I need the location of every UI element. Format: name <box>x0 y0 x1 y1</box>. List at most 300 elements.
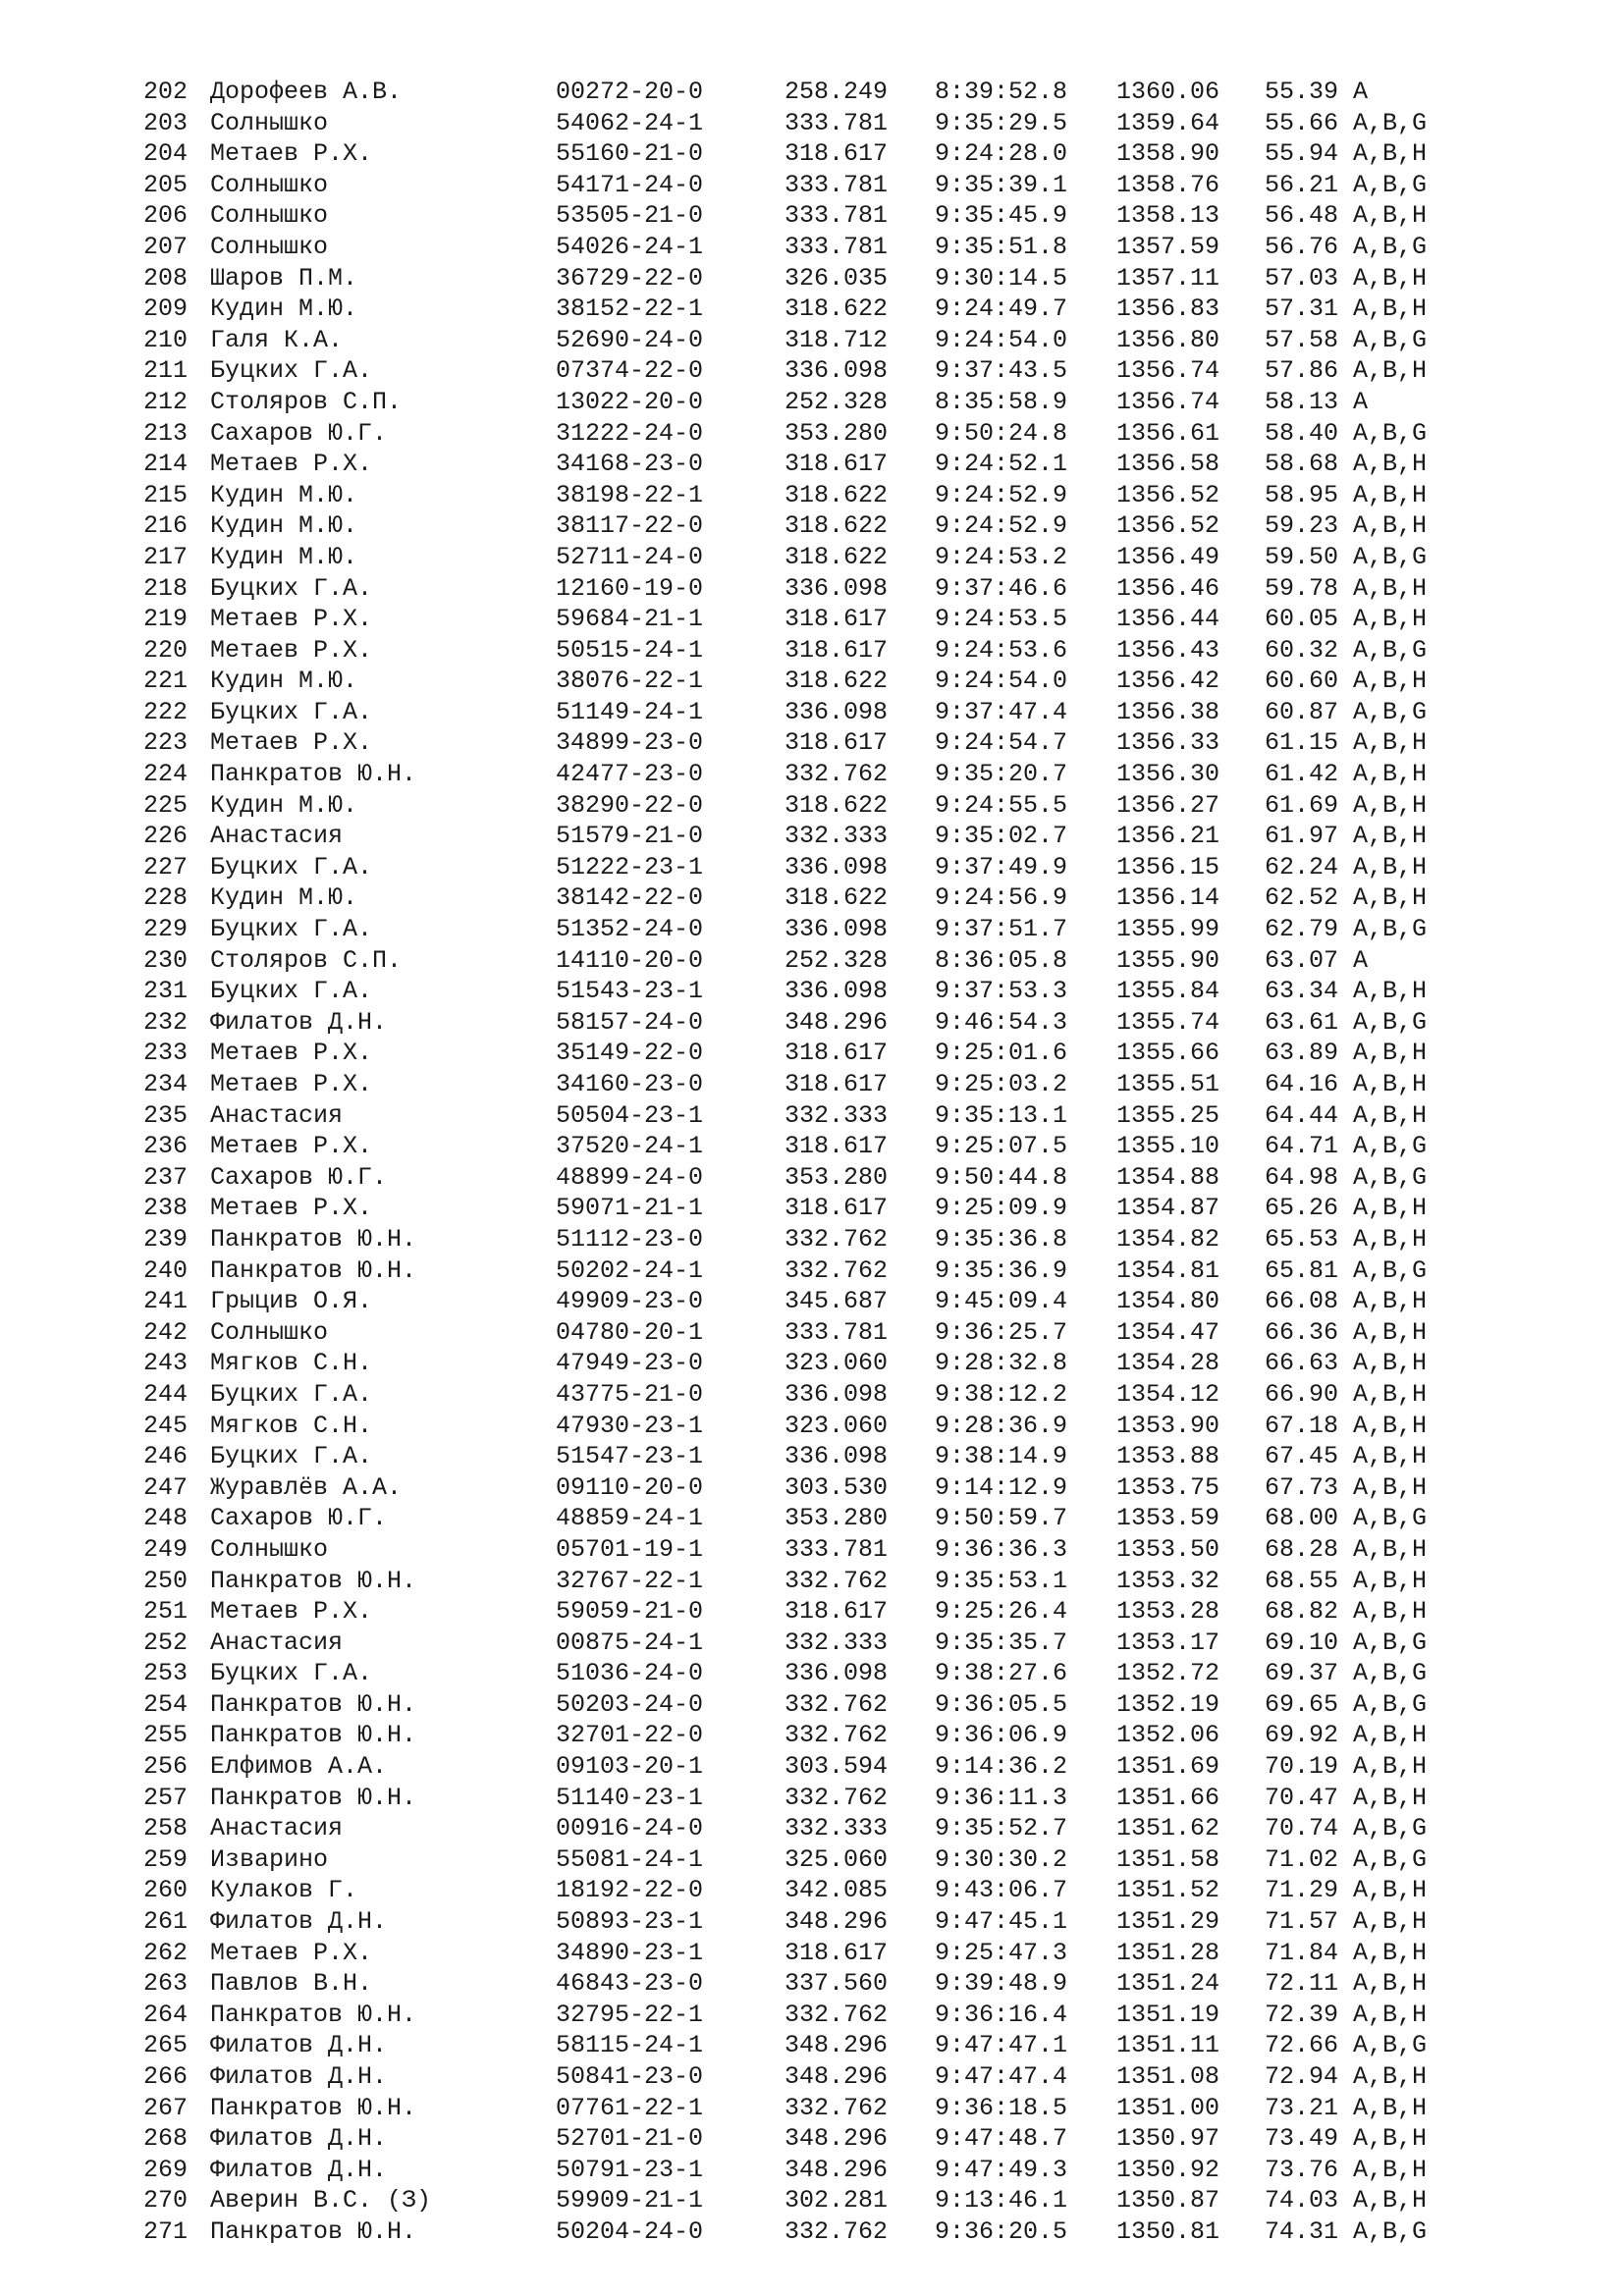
name-cell: Кудин М.Ю. <box>210 883 358 913</box>
time-cell: 9:36:25.7 <box>935 1317 1068 1347</box>
distance-cell: 318.622 <box>785 883 889 913</box>
place-cell: 265 <box>143 2031 189 2060</box>
coefficient-cell: 68.82 <box>1265 1597 1339 1627</box>
categories-cell: A,B,H <box>1353 1472 1428 1502</box>
time-cell: 9:50:44.8 <box>935 1162 1068 1192</box>
name-cell: Анастасия <box>210 1100 344 1130</box>
speed-cell: 1356.33 <box>1116 728 1220 758</box>
place-cell: 258 <box>143 1814 189 1843</box>
place-cell: 252 <box>143 1628 189 1657</box>
distance-cell: 332.762 <box>785 1783 889 1812</box>
time-cell: 9:30:14.5 <box>935 263 1068 293</box>
speed-cell: 1356.74 <box>1116 356 1220 386</box>
ring-number-cell: 50515-24-1 <box>556 635 704 665</box>
speed-cell: 1351.69 <box>1116 1752 1220 1782</box>
time-cell: 9:14:12.9 <box>935 1472 1068 1502</box>
ring-number-cell: 38142-22-0 <box>556 883 704 913</box>
place-cell: 271 <box>143 2216 189 2246</box>
distance-cell: 333.781 <box>785 170 889 199</box>
coefficient-cell: 65.53 <box>1265 1224 1339 1254</box>
categories-cell: A,B,H <box>1353 1349 1428 1378</box>
name-cell: Журавлёв А.А. <box>210 1472 403 1502</box>
place-cell: 257 <box>143 1783 189 1812</box>
speed-cell: 1355.25 <box>1116 1100 1220 1130</box>
speed-cell: 1358.90 <box>1116 139 1220 169</box>
categories-cell: A,B,H <box>1353 1411 1428 1440</box>
place-cell: 219 <box>143 605 189 634</box>
speed-cell: 1353.50 <box>1116 1534 1220 1564</box>
ring-number-cell: 42477-23-0 <box>556 760 704 789</box>
distance-cell: 336.098 <box>785 356 889 386</box>
categories-cell: A,B,G <box>1353 1132 1428 1161</box>
distance-cell: 323.060 <box>785 1411 889 1440</box>
time-cell: 9:35:53.1 <box>935 1566 1068 1595</box>
coefficient-cell: 72.94 <box>1265 2062 1339 2091</box>
coefficient-cell: 70.19 <box>1265 1752 1339 1782</box>
place-cell: 261 <box>143 1907 189 1937</box>
name-cell: Панкратов Ю.Н. <box>210 2216 417 2246</box>
name-cell: Филатов Д.Н. <box>210 2124 388 2154</box>
time-cell: 9:36:11.3 <box>935 1783 1068 1812</box>
categories-cell: A,B,H <box>1353 1100 1428 1130</box>
time-cell: 9:38:12.2 <box>935 1379 1068 1409</box>
place-cell: 237 <box>143 1162 189 1192</box>
distance-cell: 318.617 <box>785 1938 889 1967</box>
place-cell: 221 <box>143 667 189 696</box>
coefficient-cell: 69.10 <box>1265 1628 1339 1657</box>
ring-number-cell: 51579-21-0 <box>556 822 704 851</box>
speed-cell: 1351.11 <box>1116 2031 1220 2060</box>
speed-cell: 1353.17 <box>1116 1628 1220 1657</box>
place-cell: 247 <box>143 1472 189 1502</box>
place-cell: 216 <box>143 511 189 541</box>
speed-cell: 1354.28 <box>1116 1349 1220 1378</box>
coefficient-cell: 67.45 <box>1265 1442 1339 1471</box>
name-cell: Буцких Г.А. <box>210 697 373 726</box>
categories-cell: A,B,G <box>1353 1504 1428 1533</box>
categories-cell: A,B,H <box>1353 1379 1428 1409</box>
distance-cell: 353.280 <box>785 418 889 448</box>
categories-cell: A,B,G <box>1353 232 1428 261</box>
ring-number-cell: 51036-24-0 <box>556 1659 704 1688</box>
distance-cell: 332.762 <box>785 2093 889 2122</box>
speed-cell: 1352.72 <box>1116 1659 1220 1688</box>
distance-cell: 332.762 <box>785 2216 889 2246</box>
distance-cell: 318.617 <box>785 635 889 665</box>
name-cell: Филатов Д.Н. <box>210 2155 388 2184</box>
categories-cell: A,B,H <box>1353 790 1428 820</box>
name-cell: Сахаров Ю.Г. <box>210 1504 388 1533</box>
categories-cell: A,B,H <box>1353 1752 1428 1782</box>
name-cell: Шаров П.М. <box>210 263 358 293</box>
distance-cell: 252.328 <box>785 387 889 416</box>
time-cell: 9:35:35.7 <box>935 1628 1068 1657</box>
categories-cell: A,B,H <box>1353 1938 1428 1967</box>
place-cell: 227 <box>143 852 189 881</box>
place-cell: 230 <box>143 945 189 975</box>
distance-cell: 333.781 <box>785 201 889 231</box>
name-cell: Кудин М.Ю. <box>210 294 358 324</box>
time-cell: 9:35:29.5 <box>935 108 1068 137</box>
categories-cell: A,B,H <box>1353 2062 1428 2091</box>
time-cell: 9:36:06.9 <box>935 1721 1068 1750</box>
place-cell: 222 <box>143 697 189 726</box>
place-cell: 223 <box>143 728 189 758</box>
place-cell: 226 <box>143 822 189 851</box>
name-cell: Панкратов Ю.Н. <box>210 1721 417 1750</box>
time-cell: 9:24:56.9 <box>935 883 1068 913</box>
categories-cell: A,B,G <box>1353 2216 1428 2246</box>
time-cell: 9:25:07.5 <box>935 1132 1068 1161</box>
place-cell: 236 <box>143 1132 189 1161</box>
distance-cell: 318.622 <box>785 480 889 509</box>
name-cell: Солнышко <box>210 1317 329 1347</box>
name-cell: Сахаров Ю.Г. <box>210 418 388 448</box>
name-cell: Изварино <box>210 1844 329 1874</box>
time-cell: 9:37:43.5 <box>935 356 1068 386</box>
speed-cell: 1351.52 <box>1116 1876 1220 1905</box>
place-cell: 241 <box>143 1287 189 1316</box>
ring-number-cell: 35149-22-0 <box>556 1039 704 1068</box>
categories-cell: A,B,G <box>1353 1689 1428 1719</box>
distance-cell: 342.085 <box>785 1876 889 1905</box>
time-cell: 9:35:36.9 <box>935 1255 1068 1285</box>
ring-number-cell: 34168-23-0 <box>556 450 704 479</box>
name-cell: Солнышко <box>210 232 329 261</box>
name-cell: Метаев Р.Х. <box>210 139 373 169</box>
speed-cell: 1358.76 <box>1116 170 1220 199</box>
distance-cell: 318.617 <box>785 1070 889 1098</box>
coefficient-cell: 71.84 <box>1265 1938 1339 1967</box>
speed-cell: 1356.74 <box>1116 387 1220 416</box>
name-cell: Павлов В.Н. <box>210 1969 373 1999</box>
ring-number-cell: 37520-24-1 <box>556 1132 704 1161</box>
categories-cell: A,B,G <box>1353 2031 1428 2060</box>
distance-cell: 318.622 <box>785 294 889 324</box>
ring-number-cell: 05701-19-1 <box>556 1534 704 1564</box>
coefficient-cell: 58.13 <box>1265 387 1339 416</box>
distance-cell: 348.296 <box>785 2062 889 2091</box>
name-cell: Метаев Р.Х. <box>210 635 373 665</box>
time-cell: 9:24:52.9 <box>935 511 1068 541</box>
time-cell: 9:30:30.2 <box>935 1844 1068 1874</box>
place-cell: 224 <box>143 760 189 789</box>
time-cell: 9:24:52.9 <box>935 480 1068 509</box>
speed-cell: 1355.99 <box>1116 915 1220 944</box>
coefficient-cell: 71.29 <box>1265 1876 1339 1905</box>
name-cell: Филатов Д.Н. <box>210 1907 388 1937</box>
categories-cell: A,B,G <box>1353 418 1428 448</box>
name-cell: Метаев Р.Х. <box>210 1194 373 1223</box>
place-cell: 231 <box>143 977 189 1006</box>
distance-cell: 332.762 <box>785 1689 889 1719</box>
coefficient-cell: 61.15 <box>1265 728 1339 758</box>
categories-cell: A,B,H <box>1353 1534 1428 1564</box>
categories-cell: A,B,H <box>1353 2093 1428 2122</box>
place-cell: 270 <box>143 2186 189 2216</box>
speed-cell: 1356.42 <box>1116 667 1220 696</box>
ring-number-cell: 51112-23-0 <box>556 1224 704 1254</box>
speed-cell: 1356.80 <box>1116 325 1220 354</box>
name-cell: Метаев Р.Х. <box>210 1597 373 1627</box>
name-cell: Буцких Г.А. <box>210 356 373 386</box>
coefficient-cell: 73.49 <box>1265 2124 1339 2154</box>
place-cell: 268 <box>143 2124 189 2154</box>
place-cell: 245 <box>143 1411 189 1440</box>
name-cell: Метаев Р.Х. <box>210 1938 373 1967</box>
time-cell: 9:24:28.0 <box>935 139 1068 169</box>
ring-number-cell: 32795-22-1 <box>556 2000 704 2029</box>
place-cell: 267 <box>143 2093 189 2122</box>
name-cell: Метаев Р.Х. <box>210 605 373 634</box>
ring-number-cell: 00916-24-0 <box>556 1814 704 1843</box>
categories-cell: A,B,H <box>1353 977 1428 1006</box>
coefficient-cell: 65.26 <box>1265 1194 1339 1223</box>
speed-cell: 1353.32 <box>1116 1566 1220 1595</box>
coefficient-cell: 60.60 <box>1265 667 1339 696</box>
categories-cell: A,B,H <box>1353 1442 1428 1471</box>
time-cell: 9:35:45.9 <box>935 201 1068 231</box>
categories-cell: A,B,H <box>1353 1224 1428 1254</box>
coefficient-cell: 64.71 <box>1265 1132 1339 1161</box>
ring-number-cell: 58157-24-0 <box>556 1007 704 1037</box>
speed-cell: 1351.62 <box>1116 1814 1220 1843</box>
categories-cell: A,B,H <box>1353 1566 1428 1595</box>
speed-cell: 1350.97 <box>1116 2124 1220 2154</box>
ring-number-cell: 52690-24-0 <box>556 325 704 354</box>
place-cell: 218 <box>143 573 189 603</box>
ring-number-cell: 50504-23-1 <box>556 1100 704 1130</box>
categories-cell: A,B,H <box>1353 480 1428 509</box>
speed-cell: 1353.28 <box>1116 1597 1220 1627</box>
distance-cell: 332.762 <box>785 1721 889 1750</box>
name-cell: Столяров С.П. <box>210 945 403 975</box>
speed-cell: 1356.14 <box>1116 883 1220 913</box>
ring-number-cell: 48859-24-1 <box>556 1504 704 1533</box>
time-cell: 9:36:18.5 <box>935 2093 1068 2122</box>
distance-cell: 318.617 <box>785 728 889 758</box>
speed-cell: 1350.87 <box>1116 2186 1220 2216</box>
coefficient-cell: 60.05 <box>1265 605 1339 634</box>
speed-cell: 1359.64 <box>1116 108 1220 137</box>
name-cell: Метаев Р.Х. <box>210 728 373 758</box>
ring-number-cell: 50204-24-0 <box>556 2216 704 2246</box>
name-cell: Мягков С.Н. <box>210 1411 373 1440</box>
name-cell: Кудин М.Ю. <box>210 667 358 696</box>
coefficient-cell: 68.28 <box>1265 1534 1339 1564</box>
place-cell: 263 <box>143 1969 189 1999</box>
speed-cell: 1356.15 <box>1116 852 1220 881</box>
time-cell: 9:35:52.7 <box>935 1814 1068 1843</box>
name-cell: Солнышко <box>210 1534 329 1564</box>
coefficient-cell: 57.31 <box>1265 294 1339 324</box>
speed-cell: 1351.58 <box>1116 1844 1220 1874</box>
categories-cell: A,B,G <box>1353 1628 1428 1657</box>
name-cell: Кулаков Г. <box>210 1876 358 1905</box>
coefficient-cell: 56.48 <box>1265 201 1339 231</box>
place-cell: 203 <box>143 108 189 137</box>
ring-number-cell: 54062-24-1 <box>556 108 704 137</box>
coefficient-cell: 74.03 <box>1265 2186 1339 2216</box>
categories-cell: A,B,G <box>1353 1844 1428 1874</box>
speed-cell: 1351.29 <box>1116 1907 1220 1937</box>
ring-number-cell: 54171-24-0 <box>556 170 704 199</box>
time-cell: 9:35:36.8 <box>935 1224 1068 1254</box>
speed-cell: 1357.11 <box>1116 263 1220 293</box>
distance-cell: 333.781 <box>785 108 889 137</box>
speed-cell: 1354.81 <box>1116 1255 1220 1285</box>
coefficient-cell: 66.36 <box>1265 1317 1339 1347</box>
time-cell: 9:35:39.1 <box>935 170 1068 199</box>
speed-cell: 1360.06 <box>1116 78 1220 106</box>
ring-number-cell: 07761-22-1 <box>556 2093 704 2122</box>
place-cell: 207 <box>143 232 189 261</box>
categories-cell: A,B,H <box>1353 573 1428 603</box>
distance-cell: 332.333 <box>785 1814 889 1843</box>
place-cell: 264 <box>143 2000 189 2029</box>
ring-number-cell: 32701-22-0 <box>556 1721 704 1750</box>
categories-cell: A,B,H <box>1353 1597 1428 1627</box>
categories-cell: A,B,H <box>1353 1194 1428 1223</box>
speed-cell: 1356.58 <box>1116 450 1220 479</box>
distance-cell: 333.781 <box>785 232 889 261</box>
time-cell: 9:28:32.8 <box>935 1349 1068 1378</box>
ring-number-cell: 13022-20-0 <box>556 387 704 416</box>
name-cell: Буцких Г.А. <box>210 1659 373 1688</box>
coefficient-cell: 70.74 <box>1265 1814 1339 1843</box>
speed-cell: 1353.90 <box>1116 1411 1220 1440</box>
name-cell: Филатов Д.Н. <box>210 1007 388 1037</box>
coefficient-cell: 64.98 <box>1265 1162 1339 1192</box>
distance-cell: 336.098 <box>785 573 889 603</box>
speed-cell: 1351.24 <box>1116 1969 1220 1999</box>
ring-number-cell: 31222-24-0 <box>556 418 704 448</box>
place-cell: 256 <box>143 1752 189 1782</box>
speed-cell: 1356.38 <box>1116 697 1220 726</box>
ring-number-cell: 34899-23-0 <box>556 728 704 758</box>
coefficient-cell: 58.40 <box>1265 418 1339 448</box>
ring-number-cell: 51547-23-1 <box>556 1442 704 1471</box>
time-cell: 9:36:16.4 <box>935 2000 1068 2029</box>
time-cell: 9:36:20.5 <box>935 2216 1068 2246</box>
place-cell: 259 <box>143 1844 189 1874</box>
ring-number-cell: 50203-24-0 <box>556 1689 704 1719</box>
distance-cell: 302.281 <box>785 2186 889 2216</box>
ring-number-cell: 38152-22-1 <box>556 294 704 324</box>
time-cell: 9:37:46.6 <box>935 573 1068 603</box>
distance-cell: 258.249 <box>785 78 889 106</box>
speed-cell: 1351.08 <box>1116 2062 1220 2091</box>
categories-cell: A,B,G <box>1353 1659 1428 1688</box>
speed-cell: 1356.21 <box>1116 822 1220 851</box>
time-cell: 9:25:09.9 <box>935 1194 1068 1223</box>
ring-number-cell: 48899-24-0 <box>556 1162 704 1192</box>
distance-cell: 318.617 <box>785 605 889 634</box>
place-cell: 208 <box>143 263 189 293</box>
coefficient-cell: 72.11 <box>1265 1969 1339 1999</box>
ring-number-cell: 38117-22-0 <box>556 511 704 541</box>
categories-cell: A,B,G <box>1353 697 1428 726</box>
name-cell: Дорофеев А.В. <box>210 78 403 106</box>
speed-cell: 1355.51 <box>1116 1070 1220 1098</box>
time-cell: 9:13:46.1 <box>935 2186 1068 2216</box>
categories-cell: A,B,G <box>1353 170 1428 199</box>
distance-cell: 318.617 <box>785 1132 889 1161</box>
ring-number-cell: 51149-24-1 <box>556 697 704 726</box>
time-cell: 9:37:47.4 <box>935 697 1068 726</box>
time-cell: 9:36:05.5 <box>935 1689 1068 1719</box>
time-cell: 9:24:54.0 <box>935 667 1068 696</box>
categories-cell: A,B,H <box>1353 1039 1428 1068</box>
time-cell: 9:38:27.6 <box>935 1659 1068 1688</box>
categories-cell: A,B,H <box>1353 511 1428 541</box>
time-cell: 9:35:02.7 <box>935 822 1068 851</box>
coefficient-cell: 66.90 <box>1265 1379 1339 1409</box>
time-cell: 9:24:53.6 <box>935 635 1068 665</box>
place-cell: 243 <box>143 1349 189 1378</box>
categories-cell: A,B,H <box>1353 605 1428 634</box>
place-cell: 251 <box>143 1597 189 1627</box>
ring-number-cell: 36729-22-0 <box>556 263 704 293</box>
speed-cell: 1356.43 <box>1116 635 1220 665</box>
place-cell: 211 <box>143 356 189 386</box>
time-cell: 9:37:51.7 <box>935 915 1068 944</box>
time-cell: 9:36:36.3 <box>935 1534 1068 1564</box>
place-cell: 235 <box>143 1100 189 1130</box>
coefficient-cell: 60.87 <box>1265 697 1339 726</box>
time-cell: 9:47:47.4 <box>935 2062 1068 2091</box>
place-cell: 206 <box>143 201 189 231</box>
name-cell: Буцких Г.А. <box>210 977 373 1006</box>
speed-cell: 1354.47 <box>1116 1317 1220 1347</box>
ring-number-cell: 38198-22-1 <box>556 480 704 509</box>
time-cell: 9:39:48.9 <box>935 1969 1068 1999</box>
speed-cell: 1354.87 <box>1116 1194 1220 1223</box>
place-cell: 212 <box>143 387 189 416</box>
name-cell: Грыцив О.Я. <box>210 1287 373 1316</box>
distance-cell: 318.622 <box>785 511 889 541</box>
categories-cell: A,B,G <box>1353 635 1428 665</box>
time-cell: 9:24:54.7 <box>935 728 1068 758</box>
coefficient-cell: 71.57 <box>1265 1907 1339 1937</box>
name-cell: Анастасия <box>210 822 344 851</box>
distance-cell: 336.098 <box>785 852 889 881</box>
name-cell: Метаев Р.Х. <box>210 1132 373 1161</box>
distance-cell: 337.560 <box>785 1969 889 1999</box>
speed-cell: 1356.30 <box>1116 760 1220 789</box>
coefficient-cell: 63.61 <box>1265 1007 1339 1037</box>
speed-cell: 1354.88 <box>1116 1162 1220 1192</box>
name-cell: Кудин М.Ю. <box>210 511 358 541</box>
time-cell: 9:47:49.3 <box>935 2155 1068 2184</box>
time-cell: 9:24:49.7 <box>935 294 1068 324</box>
coefficient-cell: 69.37 <box>1265 1659 1339 1688</box>
time-cell: 9:47:48.7 <box>935 2124 1068 2154</box>
time-cell: 9:35:13.1 <box>935 1100 1068 1130</box>
coefficient-cell: 65.81 <box>1265 1255 1339 1285</box>
categories-cell: A,B,H <box>1353 760 1428 789</box>
name-cell: Панкратов Ю.Н. <box>210 1689 417 1719</box>
categories-cell: A,B,G <box>1353 108 1428 137</box>
place-cell: 269 <box>143 2155 189 2184</box>
speed-cell: 1353.75 <box>1116 1472 1220 1502</box>
place-cell: 213 <box>143 418 189 448</box>
name-cell: Мягков С.Н. <box>210 1349 373 1378</box>
place-cell: 220 <box>143 635 189 665</box>
coefficient-cell: 74.31 <box>1265 2216 1339 2246</box>
coefficient-cell: 61.42 <box>1265 760 1339 789</box>
speed-cell: 1356.44 <box>1116 605 1220 634</box>
